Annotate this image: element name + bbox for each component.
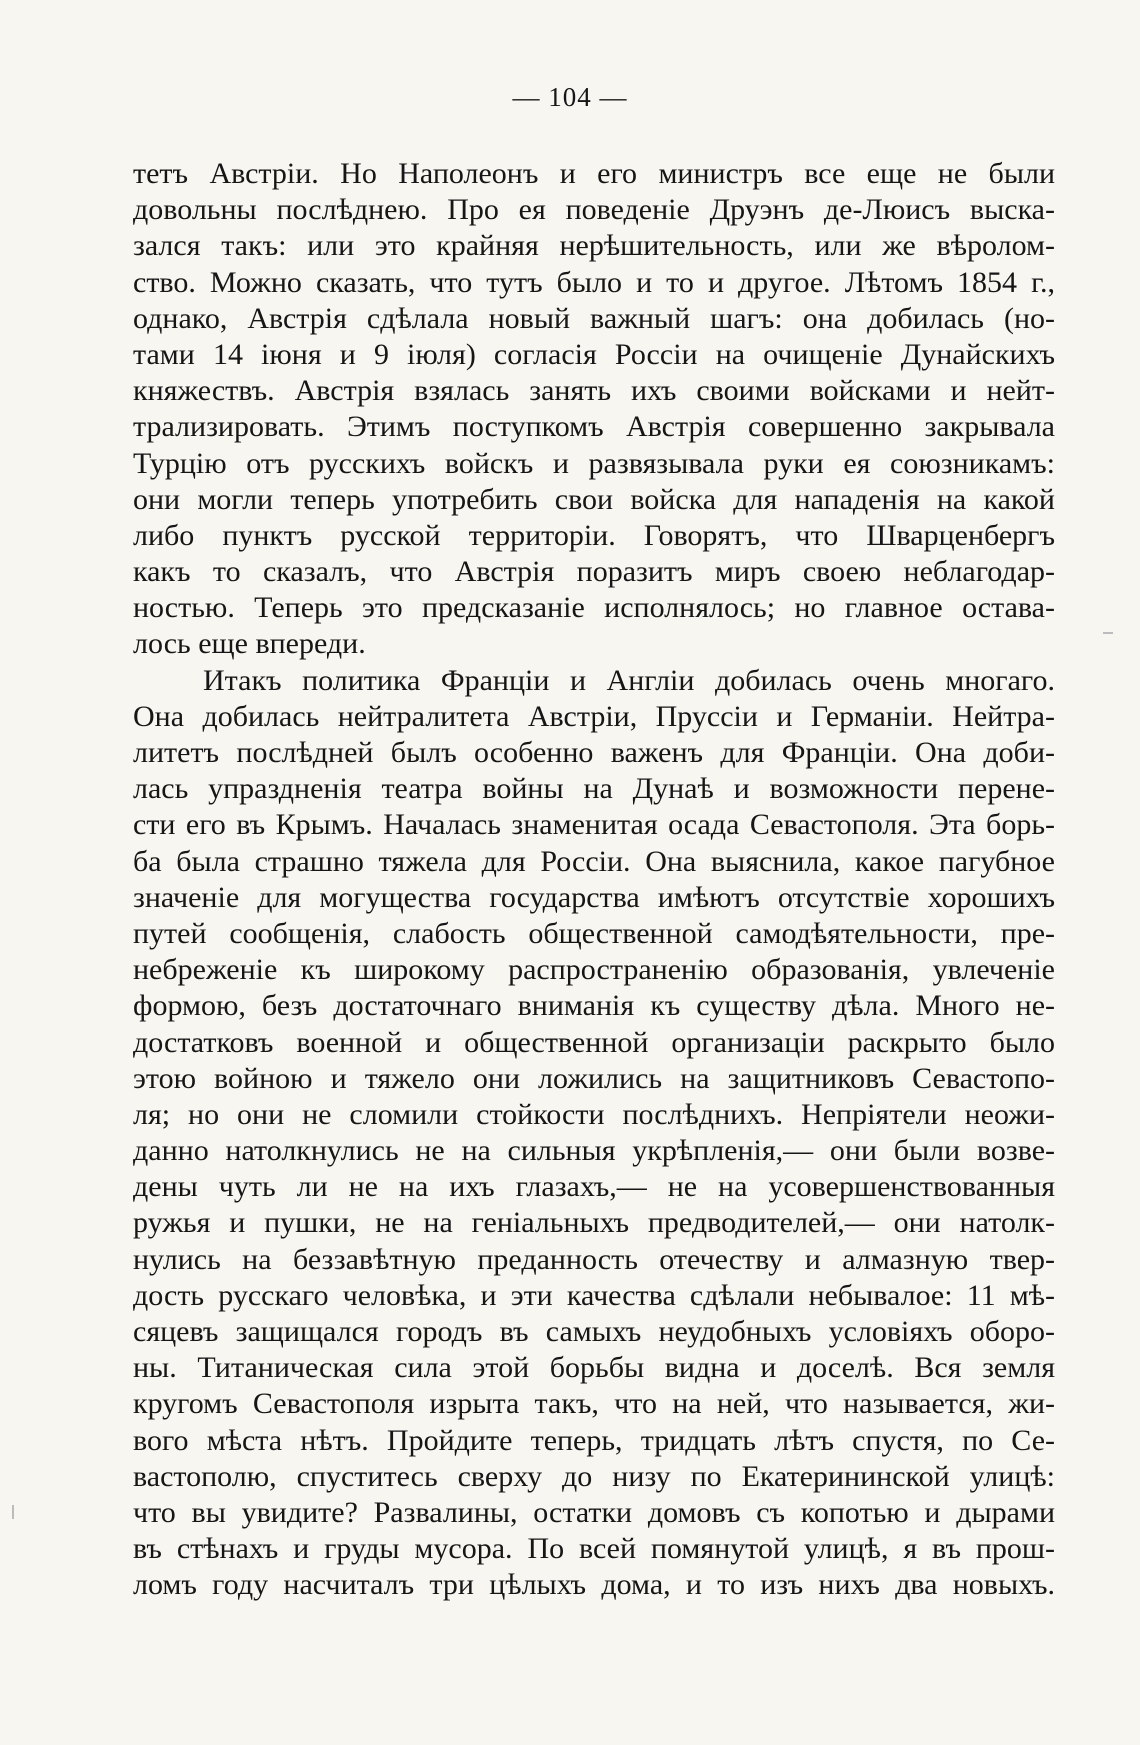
text-line: дены чуть ли не на ихъ глазахъ,— не на усовершенствованныя bbox=[133, 1170, 1055, 1204]
text-line: формою, безъ достаточнаго вниманія къ существу дѣла. Много не- bbox=[133, 989, 1055, 1023]
text-line: сяцевъ защищался городъ въ самыхъ неудобныхъ условіяхъ оборо- bbox=[133, 1315, 1055, 1348]
text-line: ба была страшно тяжела для Россіи. Она выяснила, какое пагубное bbox=[133, 844, 1055, 878]
text-line: нулись на беззавѣтную преданность отечеству и алмазную твер- bbox=[133, 1242, 1055, 1276]
text-line: путей сообщенія, слабость общественной самодѣятельности, пре- bbox=[133, 916, 1055, 950]
page-number: — 104 — bbox=[512, 82, 628, 112]
text-line: достатковъ военной и общественной организаціи раскрыто было bbox=[133, 1025, 1055, 1059]
text-line: небреженіе къ широкому распространенію образованія, увлеченіе bbox=[133, 953, 1055, 987]
text-line: вастополю, спуститесь сверху до низу по Екатерининской улицѣ: bbox=[133, 1459, 1055, 1493]
text-line: зался такъ: или это крайняя нерѣшительность, или же вѣролом- bbox=[133, 229, 1055, 263]
text-line: что вы увидите? Развалины, остатки домовъ съ копотью и дырами bbox=[133, 1495, 1055, 1529]
text-line: тами 14 іюня и 9 іюля) согласія Россіи на очищеніе Дунайскихъ bbox=[133, 337, 1055, 371]
text-line: ство. Можно сказать, что тутъ было и то и другое. Лѣтомъ 1854 г., bbox=[133, 265, 1055, 299]
text-line: либо пунктъ русской территоріи. Говорятъ, что Шварценбергъ bbox=[133, 518, 1055, 552]
text-line: ля; но они не сломили стойкости послѣднихъ. Непріятели неожи- bbox=[133, 1097, 1055, 1131]
text-line: тетъ Австріи. Но Наполеонъ и его министръ все еще не были bbox=[133, 157, 1055, 190]
text-line: сти его въ Крымъ. Началась знаменитая осада Севастополя. Эта борь- bbox=[133, 808, 1055, 842]
text-line: ружья и пушки, не на геніальныхъ предводителей,— они натолк- bbox=[133, 1206, 1055, 1240]
text-line: лась упраздненія театра войны на Дунаѣ и возможности перене- bbox=[133, 772, 1055, 806]
scan-artifact bbox=[1103, 632, 1113, 634]
text-line: кругомъ Севастополя изрыта такъ, что на ней, что называется, жи- bbox=[133, 1387, 1055, 1421]
paragraph-2 bbox=[133, 663, 1055, 1604]
text-line: какъ то сказалъ, что Австрія поразитъ миръ своею неблагодар- bbox=[133, 555, 1055, 589]
text-line: литетъ послѣдней былъ особенно важенъ для Франціи. Она доби- bbox=[133, 736, 1055, 769]
scan-artifact bbox=[12, 1505, 14, 1519]
text-line: ностью. Теперь это предсказаніе исполнялось; но главное остава- bbox=[133, 591, 1055, 625]
text-line: Итакъ политика Франціи и Англіи добилась очень многаго. bbox=[203, 663, 1055, 697]
text-line: этою войною и тяжело они ложились на защитниковъ Севастопо- bbox=[133, 1061, 1055, 1095]
text-line: они могли теперь употребить свои войска для нападенія на какой bbox=[133, 482, 1055, 516]
text-line: въ стѣнахъ и груды мусора. По всей помянутой улицѣ, я въ прош- bbox=[133, 1532, 1055, 1566]
text-line: довольны послѣднею. Про ея поведеніе Друэнъ де-Люисъ выска- bbox=[133, 193, 1055, 227]
text-line: ны. Титаническая сила этой борьбы видна и доселѣ. Вся земля bbox=[133, 1351, 1055, 1385]
text-line: Она добилась нейтралитета Австріи, Пруссіи и Германіи. Нейтра- bbox=[133, 699, 1055, 733]
paragraph-1 bbox=[133, 156, 1055, 663]
text-line: княжествъ. Австрія взялась занять ихъ своими войсками и нейт- bbox=[133, 374, 1055, 408]
text-line: лось еще впереди. bbox=[133, 627, 366, 661]
text-line: вого мѣста нѣтъ. Пройдите теперь, тридцать лѣтъ спустя, по Се- bbox=[133, 1423, 1055, 1457]
text-line: трализировать. Этимъ поступкомъ Австрія совершенно закрывала bbox=[133, 410, 1055, 444]
text-line: данно натолкнулись не на сильныя укрѣпленія,— они были возве- bbox=[133, 1134, 1055, 1168]
text-line: однако, Австрія сдѣлала новый важный шагъ: она добилась (но- bbox=[133, 301, 1055, 335]
body-text bbox=[133, 156, 1055, 1604]
text-line: значеніе для могущества государства имѣютъ отсутствіе хорошихъ bbox=[133, 880, 1055, 914]
text-line: Турцію отъ русскихъ войскъ и развязывала руки ея союзникамъ: bbox=[133, 446, 1055, 480]
text-line: ломъ году насчиталъ три цѣлыхъ дома, и то изъ нихъ два новыхъ. bbox=[133, 1568, 1055, 1602]
text-line: дость русскаго человѣка, и эти качества сдѣлали небывалое: 11 мѣ- bbox=[133, 1278, 1055, 1312]
